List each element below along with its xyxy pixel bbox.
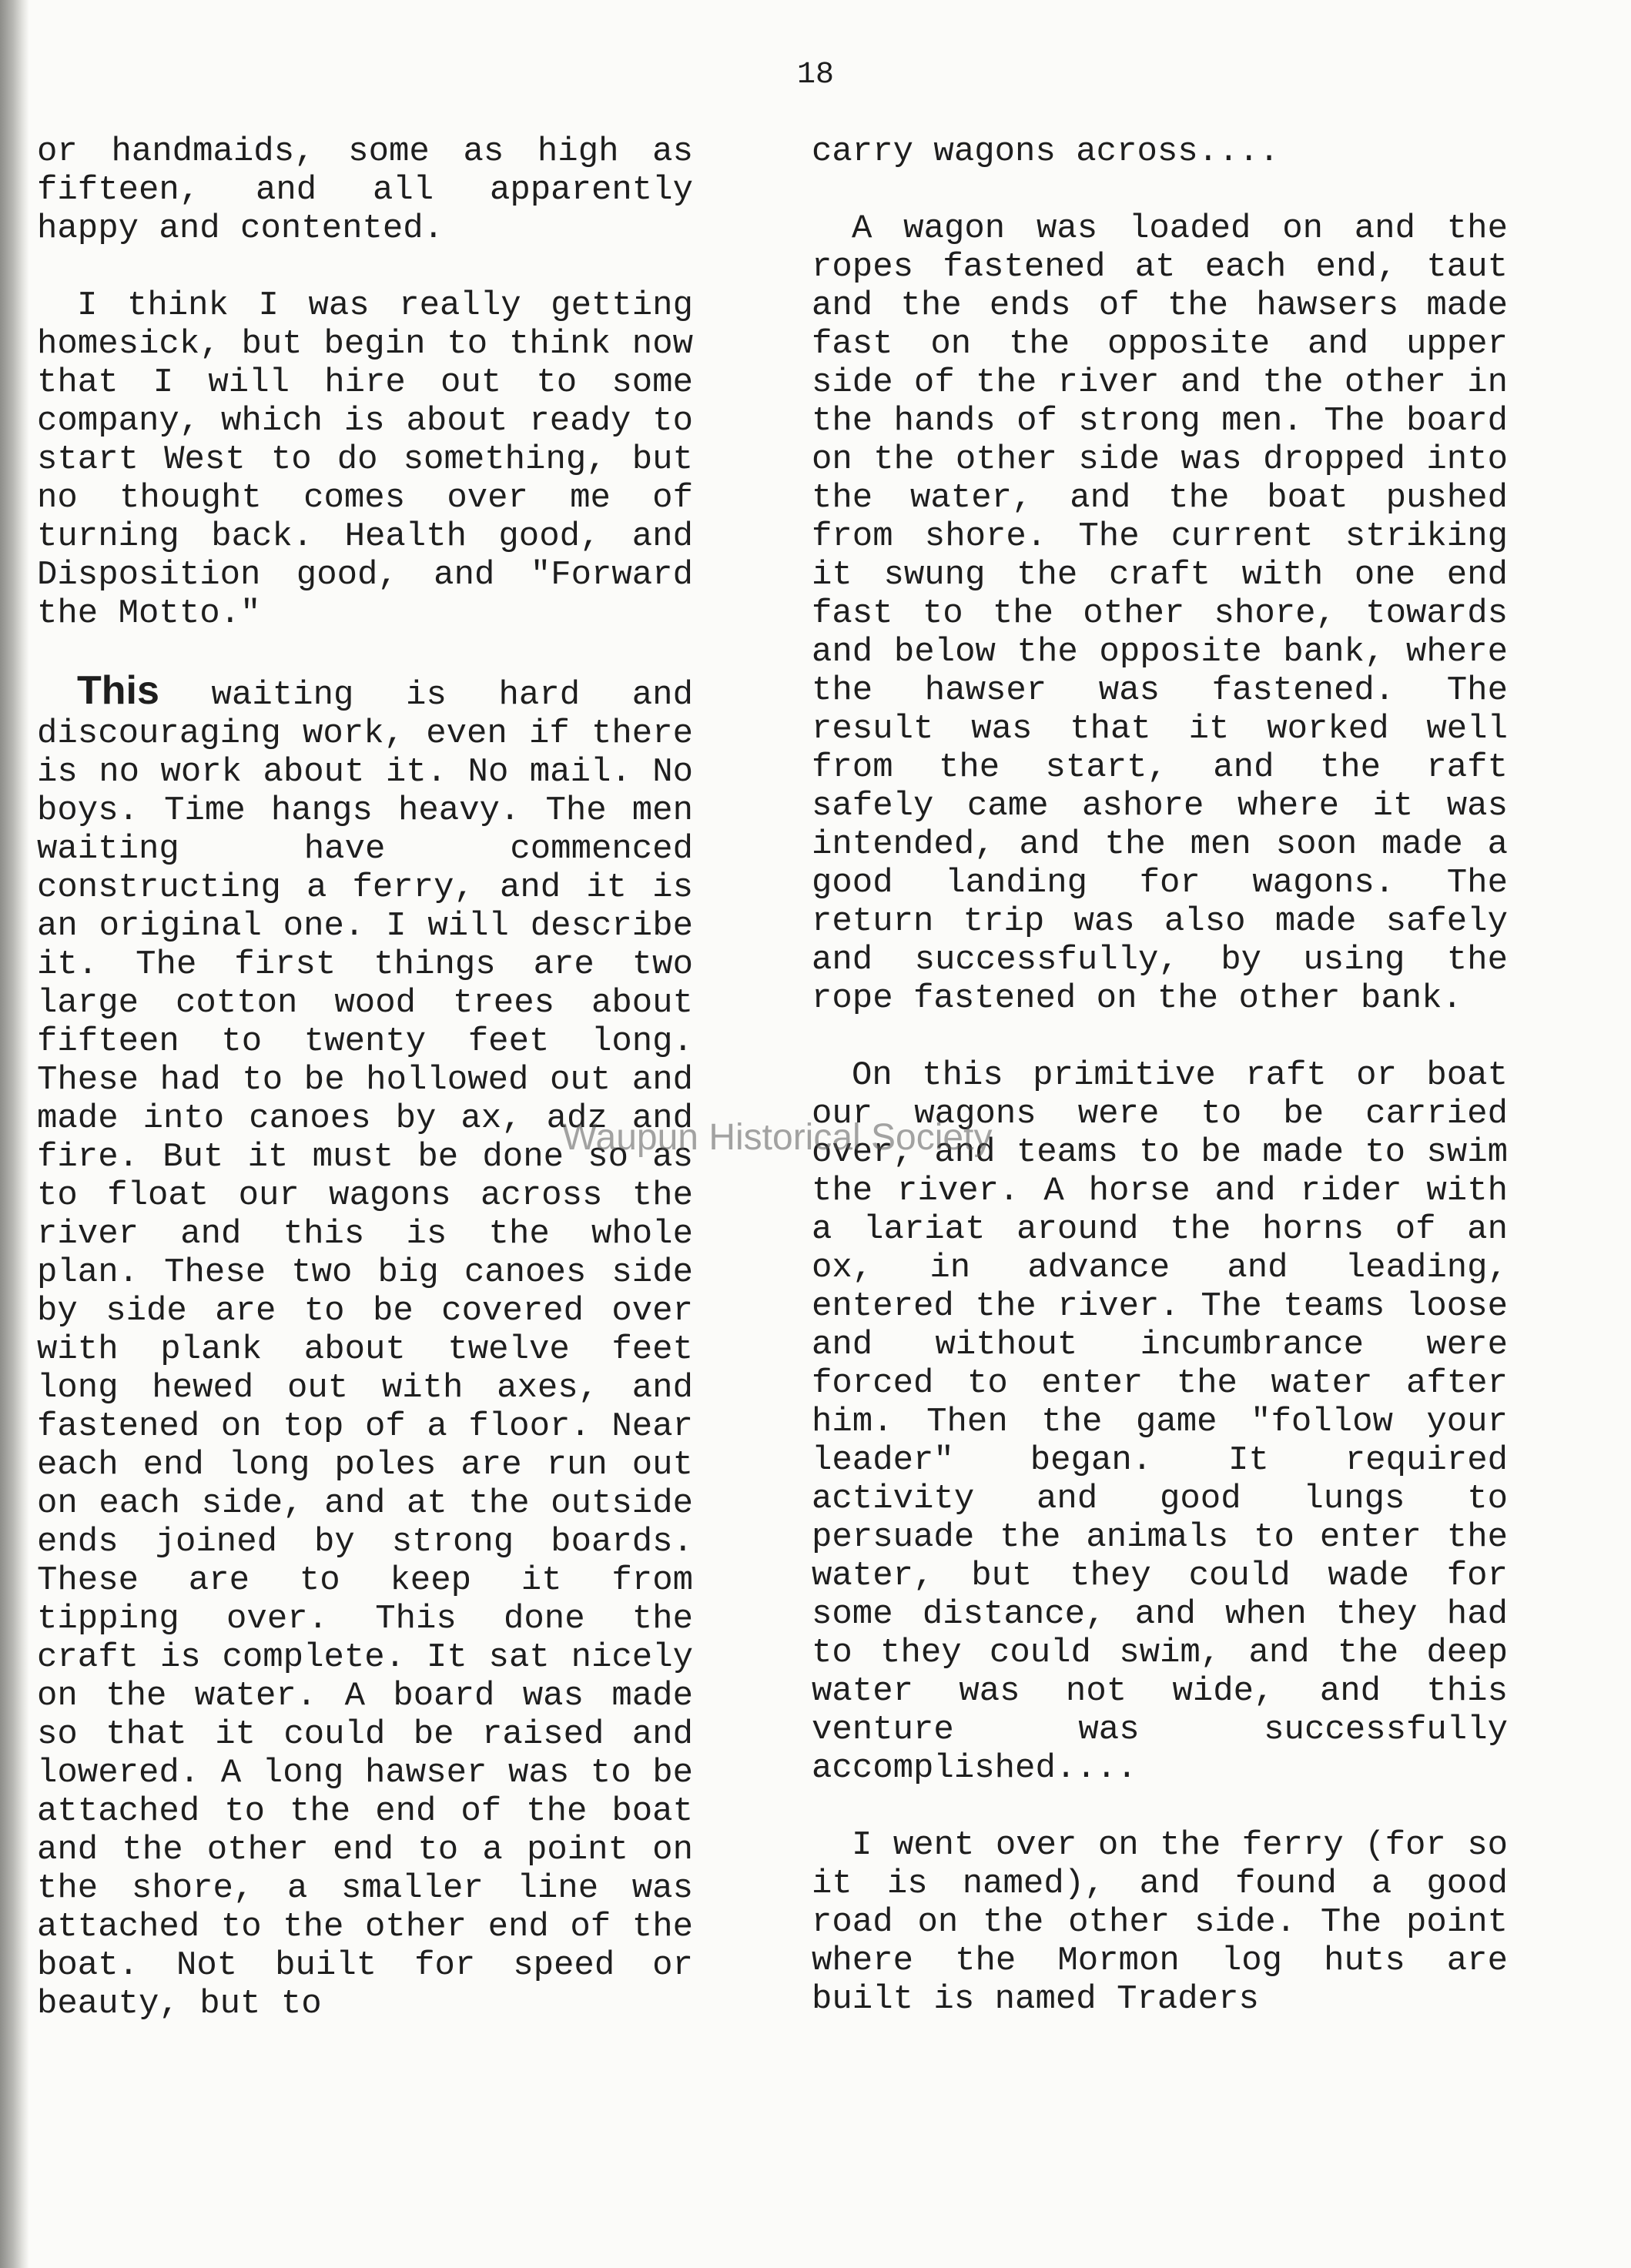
left-paragraph-2: I think I was really getting homesick, but begin to think now that I will hire out to some company, which is about ready to start West to do something, but no thought comes over me of turning back. Health good, and Disposition good, and "Forward the Motto."	[37, 286, 693, 633]
watermark: Waupun Historical Society	[562, 1117, 993, 1158]
right-paragraph-4: I went over on the ferry (for so it is named), and found a good road on the other side. The point where the Mormon log huts are built is named Traders	[812, 1826, 1508, 2019]
left-paragraph-1: or handmaids, some as high as fifteen, and all apparently happy and contented.	[37, 132, 693, 248]
right-paragraph-3: On this primitive raft or boat our wagons were to be carried over, and teams to be made to swim the river. A horse and rider with a lariat around the horns of an ox, in advance and leading, entered the river. The teams loose and without incumbrance were forced to enter the water after him. Then the game "follow your leader" began. It required activity and good lungs to persuade the animals to enter the water, but they could wade for some distance, and when they had to they could swim, and the deep water was not wide, and this venture was successfully accomplished....	[812, 1056, 1508, 1788]
left-column	[37, 132, 693, 2062]
right-paragraph-2: A wagon was loaded on and the ropes fastened at each end, taut and the ends of the hawsers made fast on the opposite and upper side of the river and the other in the hands of strong men. The board on the other side was dropped into the water, and the boat pushed from shore. The current striking it swung the craft with one end fast to the other shore, towards and below the opposite bank, where the hawser was fastened. The result was that it worked well from the start, and the raft safely came ashore where it was intended, and the men soon made a good landing for wagons. The return trip was also made safely and successfully, by using the rope fastened on the other bank.	[812, 209, 1508, 1018]
page-number: 18	[796, 58, 834, 92]
right-paragraph-1: carry wagons across....	[812, 132, 1280, 171]
lead-word: This	[77, 668, 159, 713]
left-paragraph-3-text: waiting is hard and discouraging work, even if there is no work about it. No mail. No boys. Time hangs heavy. The men waiting have commenced constructing a ferry, and it is an original one. I will describe it. The first things are two large cotton wood trees about fifteen to twenty feet long. These had to be hollowed out and made into canoes by ax, adz and fire. But it must be done so as to float our wagons across the river and this is the whole plan. These two big canoes side by side are to be covered over with plank about twelve feet long hewed out with axes, and fastened on top of a floor. Near each end long poles are run out on each side, and at the outside ends joined by strong boards. These are to keep it from tipping over. This done the craft is complete. It sat nicely on the water. A board was made so that it could be raised and lowered. A long hawser was to be attached to the end of the boat and the other end to a point on the shore, a smaller line was attached to the other end of the boat. Not built for speed or beauty, but to	[37, 676, 693, 2023]
binding-shadow	[0, 0, 29, 2268]
right-column	[812, 132, 1508, 2057]
left-paragraph-3	[37, 668, 693, 2023]
